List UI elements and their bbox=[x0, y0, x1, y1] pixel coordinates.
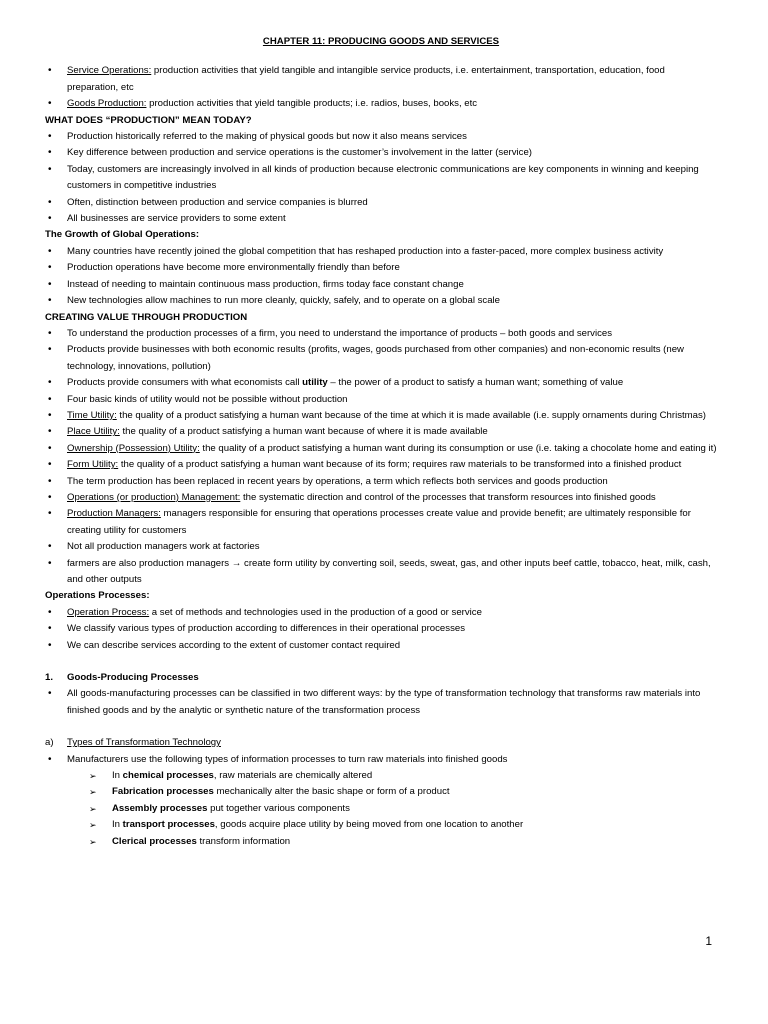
list-item: • Key difference between production and service operations is the customer’s involvement in the latter (service) bbox=[45, 145, 717, 161]
list-item: • Production operations have become more environmentally friendly than before bbox=[45, 260, 717, 276]
term: Time Utility: bbox=[67, 409, 117, 421]
list-item: • Products provide businesses with both economic results (profits, wages, goods purchased from other companies) and non-economic results (new technology, innovations, pollution) bbox=[45, 342, 717, 375]
list-item: • Production historically referred to the making of physical goods but now it also means services bbox=[45, 129, 717, 145]
list-item: • New technologies allow machines to run more cleanly, quickly, safely, and to operate on a global scale bbox=[45, 293, 717, 309]
list-item: • Form Utility: the quality of a product satisfying a human want because of its form; requires raw materials to be transformed into a finished product bbox=[45, 457, 717, 473]
list-item: • We can describe services according to the extent of customer contact required bbox=[45, 638, 717, 654]
term: Operation Process: bbox=[67, 606, 150, 618]
sub-list-item: ➢ Assembly processes put together various components bbox=[45, 801, 717, 817]
list-item: • Time Utility: the quality of a product satisfying a human want because of the time at which it is made available (i.e. supply ornaments during Christmas) bbox=[45, 408, 717, 424]
list-item: • Place Utility: the quality of a product satisfying a human want because of where it is made available bbox=[45, 424, 717, 440]
sub-list-item: ➢ In chemical processes, raw materials are chemically altered bbox=[45, 768, 717, 784]
sub-list-item: ➢ Clerical processes transform information bbox=[45, 834, 717, 850]
list-item: • Operations (or production) Management: the systematic direction and control of the processes that transform resources into finished goods bbox=[45, 490, 717, 506]
list-item: • The term production has been replaced in recent years by operations, a term which reflects both services and goods production bbox=[45, 474, 717, 490]
lettered-heading: a) Types of Transformation Technology bbox=[45, 735, 717, 751]
term: Place Utility: bbox=[67, 426, 120, 438]
list-item: • Production Managers: managers responsible for ensuring that operations processes create value and provide benefit; are ultimately responsible for creating utility for customers bbox=[45, 506, 717, 539]
term: Form Utility: bbox=[67, 459, 119, 471]
list-item: • Service Operations: production activities that yield tangible and intangible service products, i.e. entertainment, transportation, education, food preparation, etc bbox=[45, 63, 717, 96]
sub-list-item: ➢ In transport processes, goods acquire place utility by being moved from one location to another bbox=[45, 817, 717, 833]
list-item: • Many countries have recently joined the global competition that has reshaped production into a faster-paced, more complex business activity bbox=[45, 244, 717, 260]
spacer bbox=[45, 654, 717, 670]
list-item: • Often, distinction between production and service companies is blurred bbox=[45, 195, 717, 211]
list-item: • All goods-manufacturing processes can be classified in two different ways: by the type of transformation technology that transforms raw materials into finished goods and by the analytic or synthetic nature of the transformation process bbox=[45, 686, 717, 719]
term: utility bbox=[302, 377, 328, 389]
section-heading: The Growth of Global Operations: bbox=[45, 229, 200, 241]
list-item: • We classify various types of production according to differences in their operational processes bbox=[45, 621, 717, 637]
list-item: • Goods Production: production activities that yield tangible products; i.e. radios, buses, books, etc bbox=[45, 96, 717, 112]
term: Production Managers: bbox=[67, 508, 161, 520]
list-item: • Ownership (Possession) Utility: the quality of a product satisfying a human want during its consumption or use (i.e. taking a chocolate home and eating it) bbox=[45, 441, 717, 457]
section-heading: WHAT DOES “PRODUCTION” MEAN TODAY? bbox=[45, 114, 252, 126]
page-number: 1 bbox=[705, 934, 712, 948]
term: Service Operations: bbox=[67, 65, 152, 77]
list-item: • Today, customers are increasingly involved in all kinds of production because electronic communications are key components in winning and keeping customers in competitive industries bbox=[45, 162, 717, 195]
term: Operations (or production) Management: bbox=[67, 491, 241, 503]
list-item: • To understand the production processes of a firm, you need to understand the importance of products – both goods and services bbox=[45, 326, 717, 342]
list-item: • Manufacturers use the following types of information processes to turn raw materials into finished goods bbox=[45, 752, 717, 768]
list-item: • Products provide consumers with what economists call utility – the power of a product to satisfy a human want; something of value bbox=[45, 375, 717, 391]
numbered-heading: 1. Goods-Producing Processes bbox=[45, 670, 717, 686]
list-item: • All businesses are service providers to some extent bbox=[45, 211, 717, 227]
term: Ownership (Possession) Utility: bbox=[67, 442, 200, 454]
term: Goods Production: bbox=[67, 98, 147, 110]
list-item: • Operation Process: a set of methods and technologies used in the production of a good or service bbox=[45, 605, 717, 621]
section-heading: CREATING VALUE THROUGH PRODUCTION bbox=[45, 311, 248, 323]
sub-list-item: ➢ Fabrication processes mechanically alter the basic shape or form of a product bbox=[45, 784, 717, 800]
section-heading: Operations Processes: bbox=[45, 590, 150, 602]
list-item: • Not all production managers work at factories bbox=[45, 539, 717, 555]
spacer bbox=[45, 719, 717, 735]
list-item: • farmers are also production managers → create form utility by converting soil, seeds, sweat, gas, and other inputs beef cattle, tobacco, heat, milk, cash, and other outputs bbox=[45, 556, 717, 589]
document-body bbox=[45, 34, 717, 850]
list-marker: a) bbox=[45, 737, 54, 749]
list-marker: 1. bbox=[45, 672, 54, 684]
chapter-title: CHAPTER 11: PRODUCING GOODS AND SERVICES bbox=[262, 36, 500, 47]
list-item: • Instead of needing to maintain continuous mass production, firms today face constant change bbox=[45, 277, 717, 293]
list-item: • Four basic kinds of utility would not be possible without production bbox=[45, 392, 717, 408]
